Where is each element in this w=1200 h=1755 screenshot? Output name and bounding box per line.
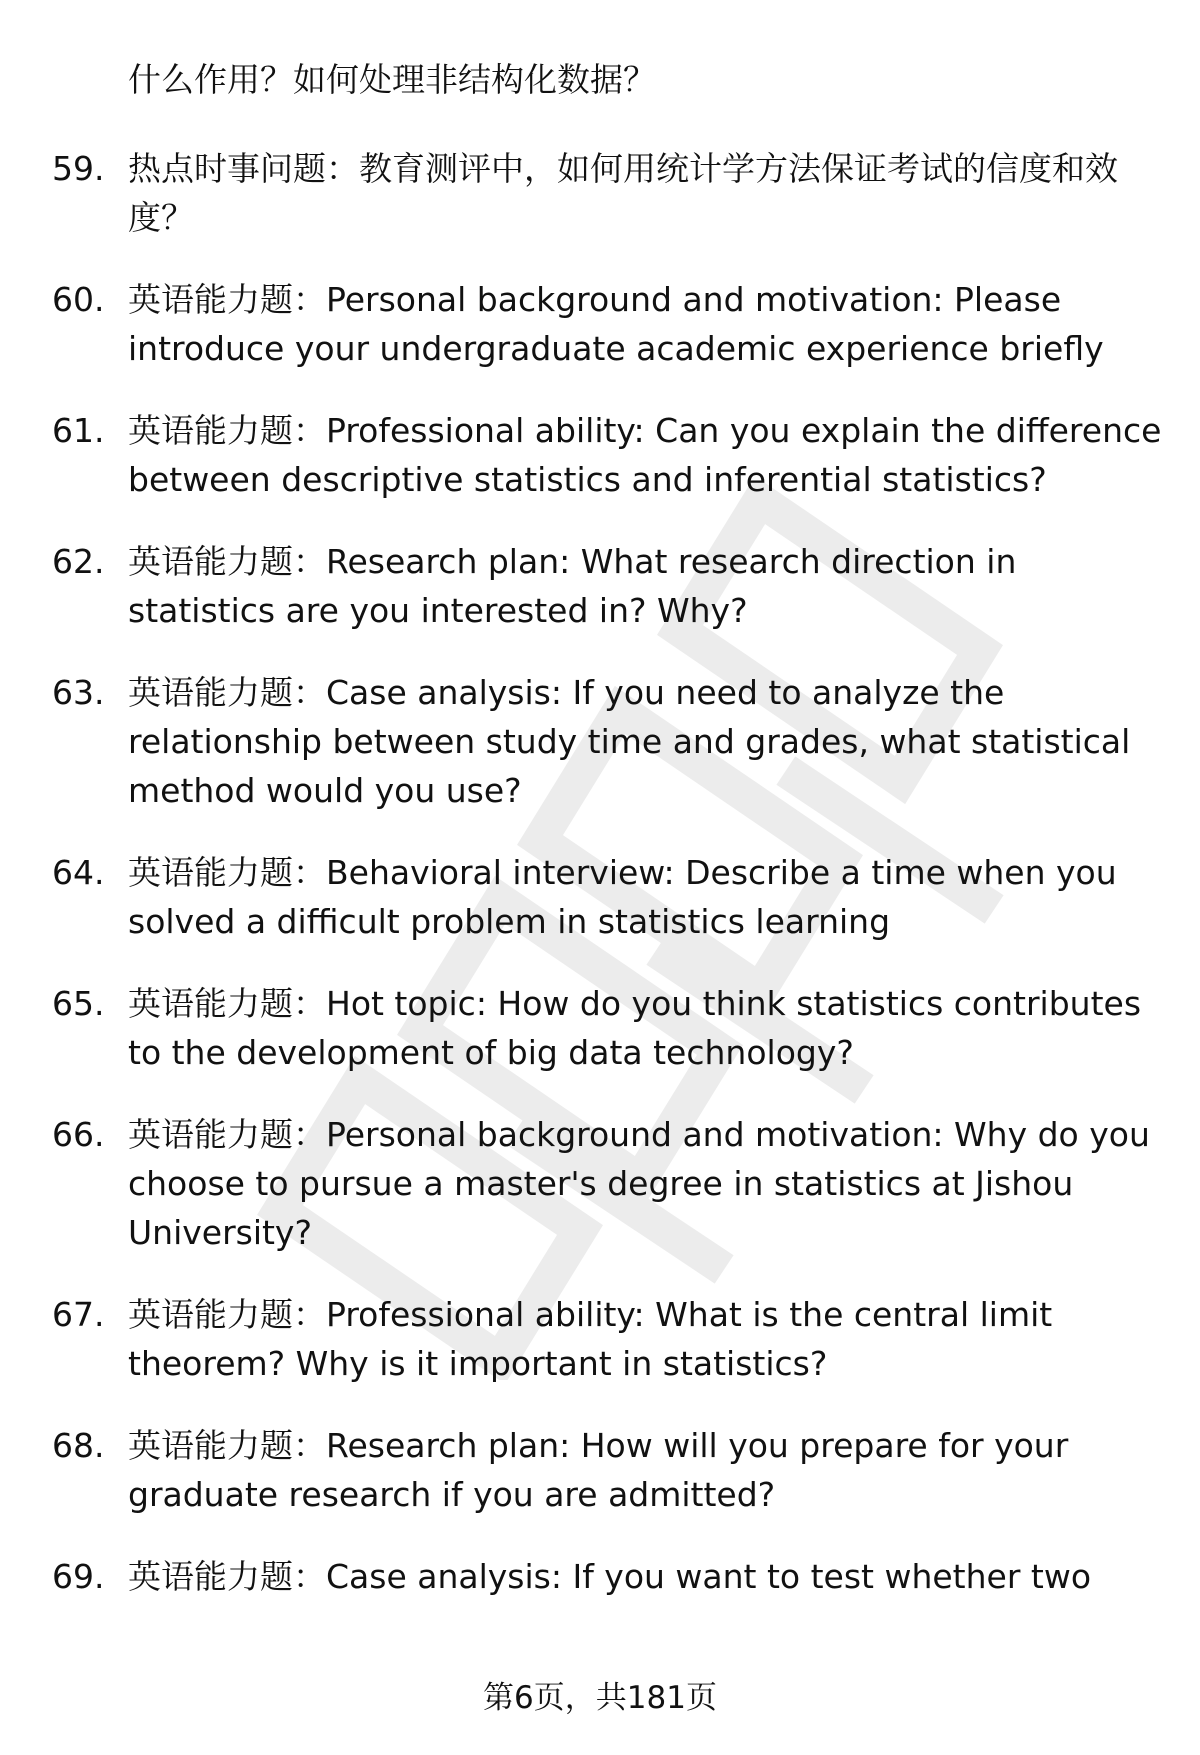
question-item — [52, 848, 1162, 946]
question-text: 英语能力题：Personal background and motivation: Please introduce your undergraduate academic experience briefly — [128, 280, 1104, 368]
question-item — [52, 1552, 1162, 1601]
question-text: 英语能力题：Professional ability: Can you explain the difference between descriptive statistics and inferential statistics? — [128, 411, 1162, 499]
question-item — [52, 668, 1162, 815]
question-number: 69. — [52, 1557, 105, 1596]
page-number-footer: 第6页，共181页 — [483, 1680, 717, 1716]
question-text: 英语能力题：Case analysis: If you need to analyze the relationship between study time and grades, what statistical method would you use? — [128, 673, 1131, 810]
question-text: 英语能力题：Hot topic: How do you think statistics contributes to the development of big data technology? — [128, 984, 1142, 1072]
question-item — [52, 1110, 1162, 1257]
question-text: 热点时事问题：教育测评中，如何用统计学方法保证考试的信度和效度？ — [128, 149, 1118, 237]
question-text: 英语能力题：Case analysis: If you want to test whether two — [128, 1557, 1092, 1596]
question-text: 英语能力题：Research plan: How will you prepare for your graduate research if you are admitted? — [128, 1426, 1069, 1514]
question-number: 61. — [52, 411, 105, 450]
question-number: 60. — [52, 280, 105, 319]
question-item — [52, 537, 1162, 635]
question-text: 英语能力题：Behavioral interview: Describe a time when you solved a difficult problem in statistics learning — [128, 853, 1117, 941]
question-text: 英语能力题：Professional ability: What is the central limit theorem? Why is it important in statistics? — [128, 1295, 1053, 1383]
question-number: 68. — [52, 1426, 105, 1465]
question-list — [52, 144, 1162, 1634]
continued-question-text: 什么作用？如何处理非结构化数据？ — [128, 60, 656, 99]
question-number: 63. — [52, 673, 105, 712]
question-number: 67. — [52, 1295, 105, 1334]
question-item — [52, 275, 1162, 373]
question-number: 64. — [52, 853, 105, 892]
question-number: 65. — [52, 984, 105, 1023]
question-item — [52, 144, 1162, 242]
question-item — [52, 979, 1162, 1077]
question-text: 英语能力题：Research plan: What research direction in statistics are you interested in? Why? — [128, 542, 1017, 630]
question-number: 62. — [52, 542, 105, 581]
question-text: 英语能力题：Personal background and motivation: Why do you choose to pursue a master's degree in statistics at Jishou University? — [128, 1115, 1150, 1252]
question-item — [52, 1421, 1162, 1519]
question-item — [52, 1290, 1162, 1388]
question-number: 59. — [52, 149, 105, 188]
question-number: 66. — [52, 1115, 105, 1154]
question-item — [52, 406, 1162, 504]
